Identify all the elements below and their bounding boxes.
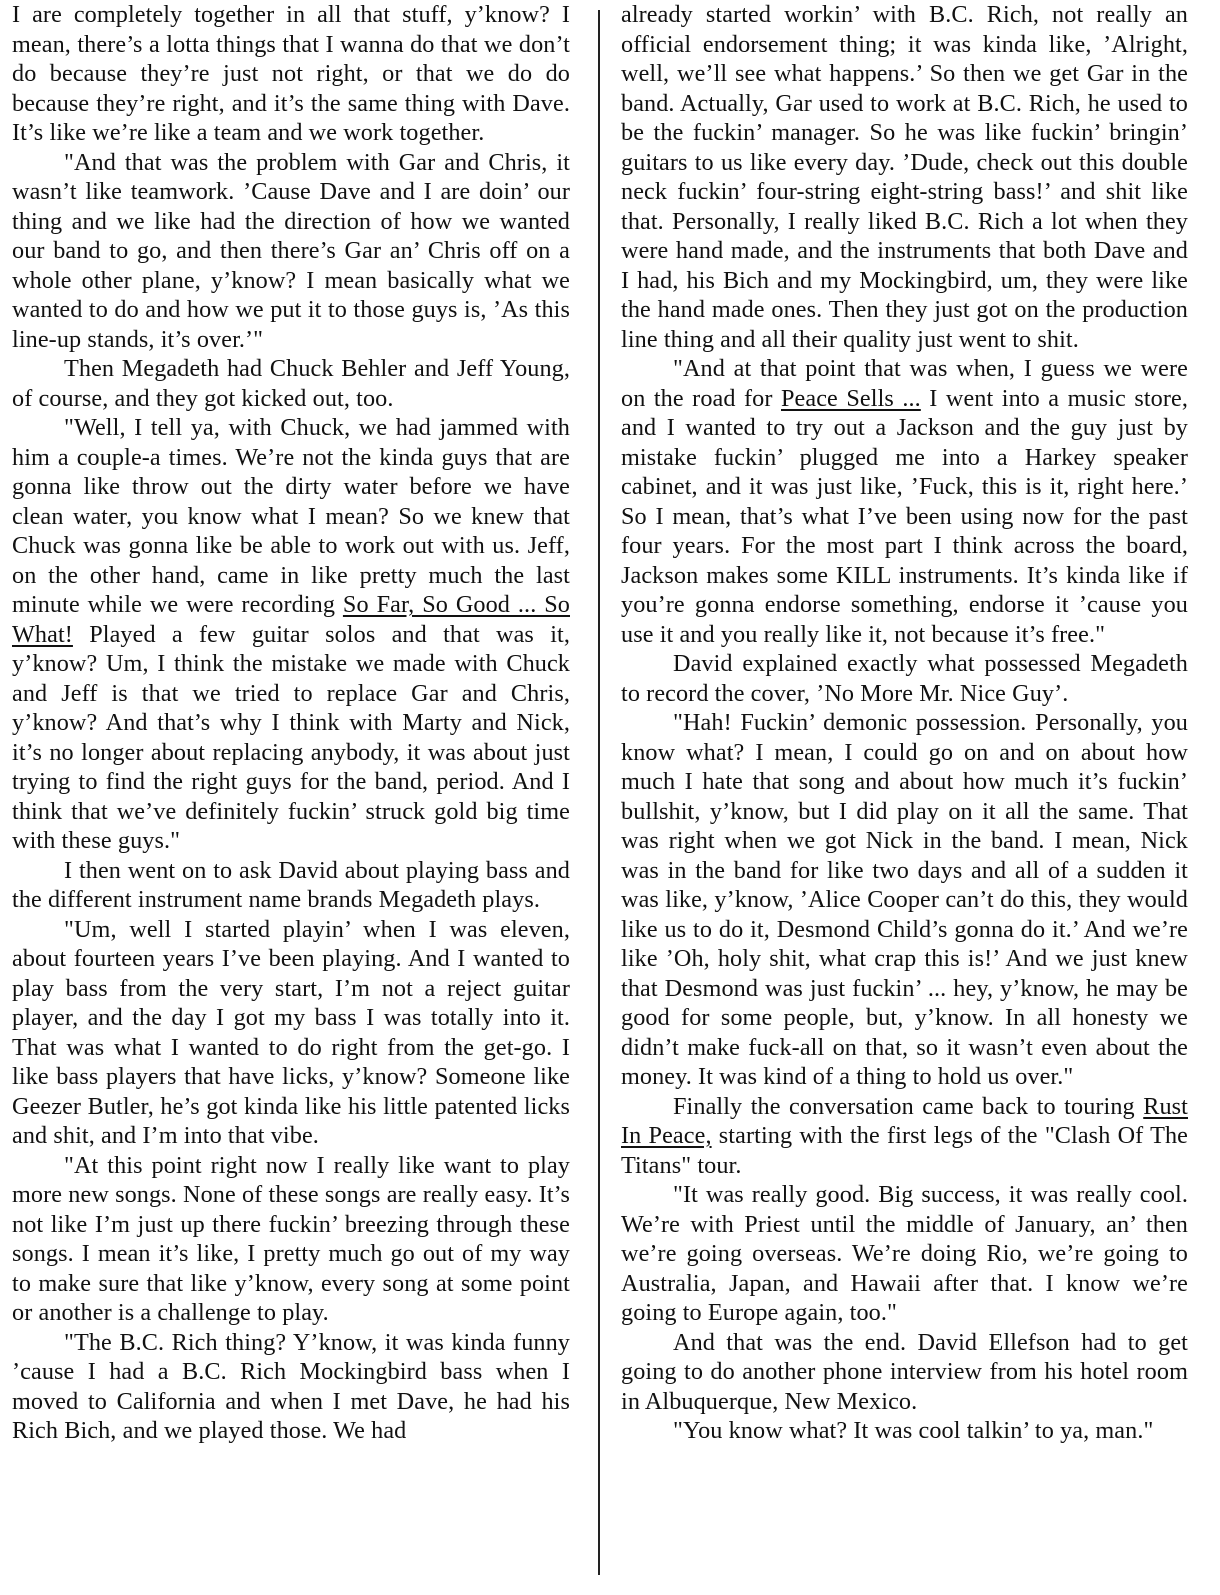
- album-title: So Far, So Good ... So What!: [12, 591, 570, 648]
- paragraph-text: "And at that point that was when, I guess we were on the road for: [621, 355, 1188, 412]
- paragraph: [621, 354, 1188, 649]
- paragraph-text: starting with the first legs of the "Clash Of The Titans" tour.: [621, 1122, 1188, 1179]
- paragraph: "You know what? It was cool talkin’ to ya, man.": [673, 1417, 1154, 1444]
- paragraph: [12, 413, 570, 856]
- paragraph: [621, 1092, 1188, 1181]
- right-column: [621, 0, 1188, 1446]
- paragraph: "The B.C. Rich thing? Y’know, it was kinda funny ’cause I had a B.C. Rich Mockingbird bass when I moved to California and when I met Dave, he had his Rich Bich, and we played those. We had: [12, 1328, 570, 1444]
- paragraph: already started workin’ with B.C. Rich, not really an official endorsement thing; it was kinda like, ’Alright, well, we’ll see what happens.’ So then we get Gar in the band. Actually, Gar used to work at B.C. Rich, he used to be the fuckin’ manager. So he was like fuckin’ bringin’ guitars to us like every day. ’Dude, check out this double neck fuckin’ four-string eight-string bass!’ and shit like that. Personally, I really liked B.C. Rich a lot when they were hand made, and the instruments that both Dave and I had, his Bich and my Mockingbird, um, they were like the hand made ones. Then they just got on the production line thing and all their quality just went to shit.: [621, 1, 1188, 353]
- paragraph: "Um, well I started playin’ when I was eleven, about fourteen years I’ve been playing. And I wanted to play bass from the very start, I’m not a reject guitar player, and the day I got my bass I was totally into it. That was what I wanted to do right from the get-go. I like bass players that have licks, y’know? Someone like Geezer Butler, he’s got kinda like his little patented licks and shit, and I’m into that vibe.: [12, 915, 570, 1149]
- album-title: Peace Sells ...: [781, 384, 921, 412]
- paragraph: "At this point right now I really like want to play more new songs. None of these songs are really easy. It’s not like I’m just up there fuckin’ breezing through these songs. I mean it’s like, I pretty much go out of my way to make sure that like y’know, every song at some point or another is a challenge to play.: [12, 1151, 570, 1326]
- paragraph: I are completely together in all that stuff, y’know? I mean, there’s a lotta things that I wanna do that we don’t do because they’re just not right, or that we do do because they’re right, and it’s the same thing with Dave. It’s like we’re like a team and we work together.: [12, 1, 570, 146]
- paragraph: "And that was the problem with Gar and Chris, it wasn’t like teamwork. ’Cause Dave and I are doin’ our thing and we like had the direction of how we wanted our band to go, and then there’s Gar an’ Chris off on a whole other plane, y’know? I mean basically what we wanted to do and how we put it to those guys is, ’As this line-up stands, it’s over.’": [12, 148, 570, 353]
- paragraph: Then Megadeth had Chuck Behler and Jeff Young, of course, and they got kicked out, too.: [12, 355, 570, 412]
- paragraph-text: Finally the conversation came back to touring: [673, 1092, 1144, 1120]
- paragraph: "It was really good. Big success, it was really cool. We’re with Priest until the middle of January, an’ then we’re going overseas. We’re doing Rio, we’re going to Australia, Japan, and Hawaii after that. I know we’re going to Europe again, too.": [621, 1181, 1188, 1326]
- column-divider: [598, 10, 600, 1575]
- paragraph: And that was the end. David Ellefson had to get going to do another phone interview from his hotel room in Albuquerque, New Mexico.: [621, 1328, 1188, 1415]
- left-column: [12, 0, 570, 1446]
- paragraph-text: Played a few guitar solos and that was it, y’know? Um, I think the mistake we made with Chuck and Jeff is that we tried to replace Gar and Chris, y’know? And that’s why I think with Marty and Nick, it’s no longer about replacing anybody, it was about just trying to find the right guys for the band, period. And I think that we’ve definitely fuckin’ struck gold big time with these guys.": [12, 620, 570, 854]
- album-title: Rust In Peace,: [621, 1092, 1188, 1149]
- paragraph-text: I went into a music store, and I wanted to try out a Jackson and the guy just by mistake fuckin’ plugged me into a Harkey speaker cabinet, and it was just like, ’Fuck, this is it, right here.’ So I mean, that’s what I’ve been using now for the past four years. For the most part I think across the board, Jackson makes some KILL instruments. It’s kinda like if you’re gonna endorse something, endorse it ’cause you use it and you really like it, not because it’s free.": [621, 384, 1188, 648]
- paragraph: "Hah! Fuckin’ demonic possession. Personally, you know what? I mean, I could go on and on about how much I hate that song and about how much it’s fuckin’ bullshit, y’know, but I did play on it all the same. That was right when we got Nick in the band. I mean, Nick was in the band for like two days and all of a sudden it was like, y’know, ’Alice Cooper can’t do this, they would like us to do it, Desmond Child’s gonna do it.’ And we’re like ’Oh, holy shit, what crap this is!’ And we just knew that Desmond was just fuckin’ ... hey, y’know, he may be good for some people, but, y’know. In all honesty we didn’t make fuck-all on that, so it wasn’t even about the money. It was kind of a thing to hold us over.": [621, 709, 1188, 1090]
- paragraph: David explained exactly what possessed Megadeth to record the cover, ’No More Mr. Nice Guy’.: [621, 650, 1188, 707]
- paragraph: I then went on to ask David about playing bass and the different instrument name brands Megadeth plays.: [12, 856, 570, 913]
- paragraph-text: "Well, I tell ya, with Chuck, we had jammed with him a couple-a times. We’re not the kinda guys that are gonna like throw out the dirty water before we have clean water, you know what I mean? So we knew that Chuck was gonna like be able to work out with us. Jeff, on the other hand, came in like pretty much the last minute while we were recording: [12, 414, 570, 618]
